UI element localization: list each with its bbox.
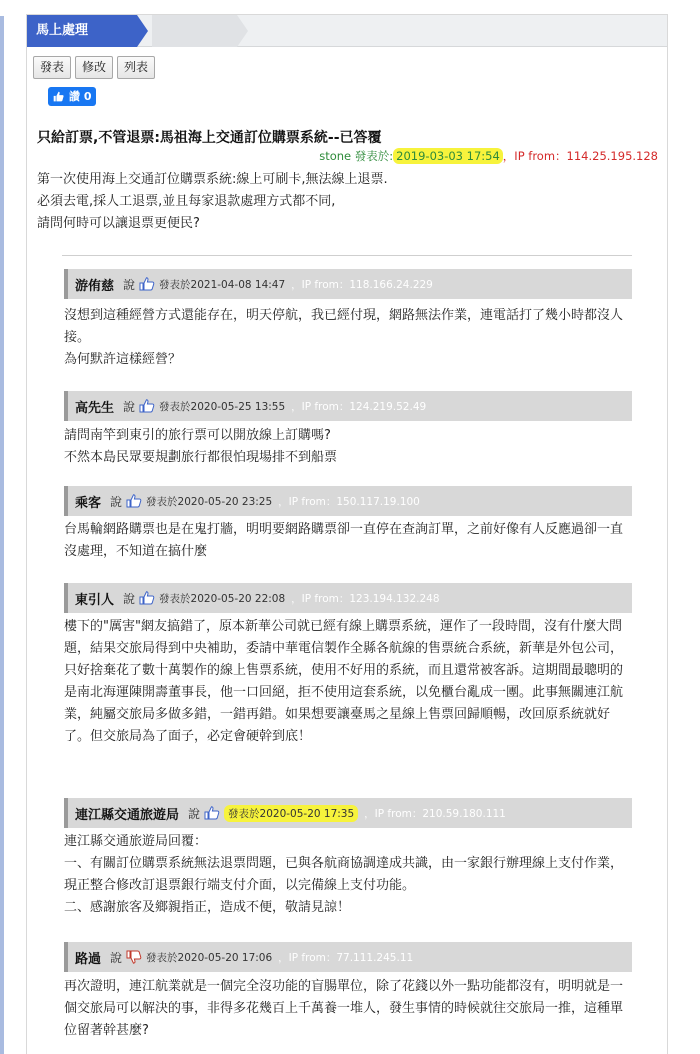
post-author: stone [319,149,352,163]
comment-author: 乘客 [75,495,102,511]
post-body-line: 請問何時可以讓退票更便民? [37,216,200,231]
comment-date: 發表於2020-05-20 17:35 [224,805,358,822]
post-button[interactable]: 發表 [33,56,71,79]
comment-ip: ，IP from：150.117.19.100 [278,495,420,508]
comment-body [64,519,632,563]
comment-author: 東引人 [75,592,115,608]
tab-inactive-arrow [237,15,248,47]
comment-say: 說 [123,399,136,414]
comment-say: 說 [110,950,123,965]
comment-line: 為何默許這樣經營？ [64,352,182,367]
divider [62,255,632,256]
comment-date: 發表於2021-04-08 14:47 [159,278,286,291]
facebook-like-label: 讚 0 [69,90,92,103]
comment-body [64,976,632,1042]
post-meta [319,148,658,164]
post-body-line: 必須去電,採人工退票,並且每家退款處理方式都不同, [37,194,336,209]
left-accent-bar [0,16,4,1054]
comment-date: 發表於2020-05-20 23:25 [146,495,273,508]
post-posted-label: 發表於: [351,149,394,163]
comment-line: 台馬輪網路購票也是在鬼打牆，明明要網路購票卻一直停在查詢訂單，之前好像有人反應過卻一直沒處理，不知道在搞什麼 [64,522,624,559]
post-date: 2019-03-03 17:54 [393,148,503,164]
post-ip: ，IP from：114.25.195.128 [502,149,658,163]
thumbs-down-icon [126,950,142,964]
post-title: 只給訂票,不管退票:馬祖海上交通訂位購票系統--已答覆 [37,130,382,146]
comment-line: 不然本島民眾要規劃旅行都很怕現場排不到船票 [64,450,338,465]
comment-header [64,583,632,613]
facebook-like-button[interactable] [48,87,96,106]
comment-say: 說 [188,806,201,821]
comment-ip: ，IP from：124.219.52.49 [291,400,427,413]
comment-author: 連江縣交通旅遊局 [75,807,180,823]
comment-author: 高先生 [75,400,115,416]
comment-header [64,798,632,828]
comment-author: 游侑慈 [75,278,115,294]
comment-author: 路過 [75,951,102,967]
toolbar [33,56,155,79]
comment-line: 二、感謝旅客及鄉親指正，造成不便，敬請見諒！ [64,900,351,915]
comment-line: 請問南竿到東引的旅行票可以開放線上訂購嗎? [64,428,331,443]
comment-line: 連江縣交通旅遊局回覆： [64,834,208,849]
tab-arrow [137,15,148,47]
comment-date: 發表於2020-05-20 17:06 [146,951,273,964]
comment-body [64,425,632,469]
comment-body [64,616,632,748]
comment-line: 再次證明，連江航業就是一個完全沒功能的盲腸單位，除了花錢以外一點功能都沒有，明明就是一個交旅局可以解決的事，非得多花幾百上千萬養一堆人，發生事情的時候就往交旅局一推，這種單位留著幹甚麼? [64,979,624,1038]
comment-line: 樓下的"厲害"網友搞錯了，原本新華公司就已經有線上購票系統，運作了一段時間，沒有什麼大問題，結果交旅局得到中央補助，委請中華電信製作全縣各航線的售票統合系統，新華是外包公司，只好捨棄花了數十萬製作的線上售票系統，使用不好用的系統，而且還常被客訴。這期間最聰明的是南北海運陳開壽董事長，他一口回絕，拒不使用這套系統，以免櫃台亂成一團。此事無關連江航業，純屬交旅局多做多錯，一錯再錯。如果想要讓臺馬之星線上售票回歸順暢，改回原系統就好了。但交旅局為了面子，必定會硬幹到底！ [64,619,624,744]
thumbs-up-icon [139,277,155,291]
comment-header [64,269,632,299]
comment-ip: ，IP from：77.111.245.11 [278,951,414,964]
comment-ip: ，IP from：123.194.132.248 [291,592,440,605]
thumbs-up-icon [126,494,142,508]
comment-header [64,391,632,421]
tab-inactive[interactable] [152,15,237,47]
comment-header [64,486,632,516]
comment-ip: ，IP from：118.166.24.229 [291,278,433,291]
comment-line: 一、有關訂位購票系統無法退票問題，已與各航商協調達成共識，由一家銀行辦理線上支付作業，現正整合修改訂退票銀行端支付介面，以完備線上支付功能。 [64,856,624,893]
comment-body [64,305,632,371]
comment-body [64,831,632,919]
comment-say: 說 [123,591,136,606]
comment-ip: ，IP from：210.59.180.111 [364,807,506,820]
post-body-line: 第一次使用海上交通訂位購票系統:線上可刷卡,無法線上退票. [37,172,388,187]
comment-say: 說 [110,494,123,509]
post-body [37,169,627,235]
thumbs-up-icon [139,399,155,413]
thumbs-up-icon [53,91,64,102]
tab-bar [27,15,667,47]
comment-line: 沒想到這種經營方式還能存在，明天停航，我已經付現，網路無法作業，連電話打了幾小時都沒人接。 [64,308,624,345]
tab-active[interactable]: 馬上處理 [27,15,137,47]
comment-date: 發表於2020-05-20 22:08 [159,592,286,605]
comment-date: 發表於2020-05-25 13:55 [159,400,286,413]
list-button[interactable]: 列表 [117,56,155,79]
comment-header [64,942,632,972]
thumbs-up-icon [204,806,220,820]
comment-say: 說 [123,277,136,292]
thumbs-up-icon [139,591,155,605]
edit-button[interactable]: 修改 [75,56,113,79]
